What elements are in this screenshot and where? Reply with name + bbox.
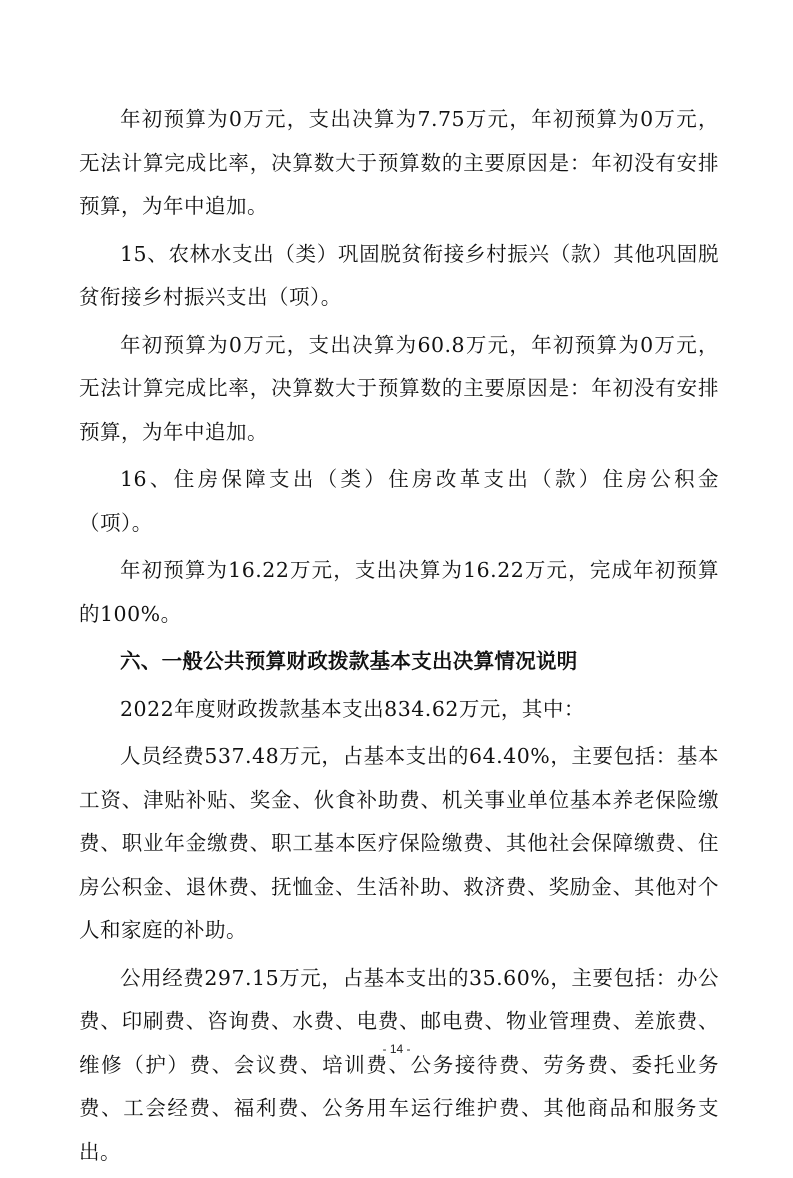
paragraph-item-15-title: 15、农林水支出（类）巩固脱贫衔接乡村振兴（款）其他巩固脱贫衔接乡村振兴支出（项）。 [79, 241, 719, 309]
paragraph-basic-expenditure-total: 2022年度财政拨款基本支出834.62万元，其中： [120, 696, 585, 721]
page-body [79, 98, 719, 1178]
paragraph-item-16-title: 16、住房保障支出（类）住房改革支出（款）住房公积金（项）。 [79, 467, 719, 535]
section-heading-six: 六、一般公共预算财政拨款基本支出决算情况说明 [120, 649, 578, 673]
paragraph-personnel-expenses: 人员经费537.48万元，占基本支出的64.40%，主要包括：基本工资、津贴补贴、奖金、伙食补助费、机关事业单位基本养老保险缴费、职业年金缴费、职工基本医疗保险缴费、其他社会保障缴费、住房公积金、退休费、抚恤金、生活补助、救济费、奖励金、其他对个人和家庭的补助。 [79, 744, 719, 942]
page-number: - 14 - [382, 1042, 411, 1056]
paragraph-item-16-explanation: 年初预算为16.22万元，支出决算为16.22万元，完成年初预算的100%。 [79, 558, 719, 626]
paragraph-public-expenses: 公用经费297.15万元，占基本支出的35.60%，主要包括：办公费、印刷费、咨询费、水费、电费、邮电费、物业管理费、差旅费、维修（护）费、会议费、培训费、公务接待费、劳务费、委托业务费、工会经费、福利费、公务用车运行维护费、其他商品和服务支出。 [79, 965, 719, 1164]
paragraph-budget-item-14-explanation: 年初预算为0万元，支出决算为7.75万元，年初预算为0万元，无法计算完成比率，决算数大于预算数的主要原因是：年初没有安排预算，为年中追加。 [79, 107, 719, 218]
paragraph-item-15-explanation: 年初预算为0万元，支出决算为60.8万元，年初预算为0万元，无法计算完成比率，决算数大于预算数的主要原因是：年初没有安排预算，为年中追加。 [79, 332, 719, 444]
